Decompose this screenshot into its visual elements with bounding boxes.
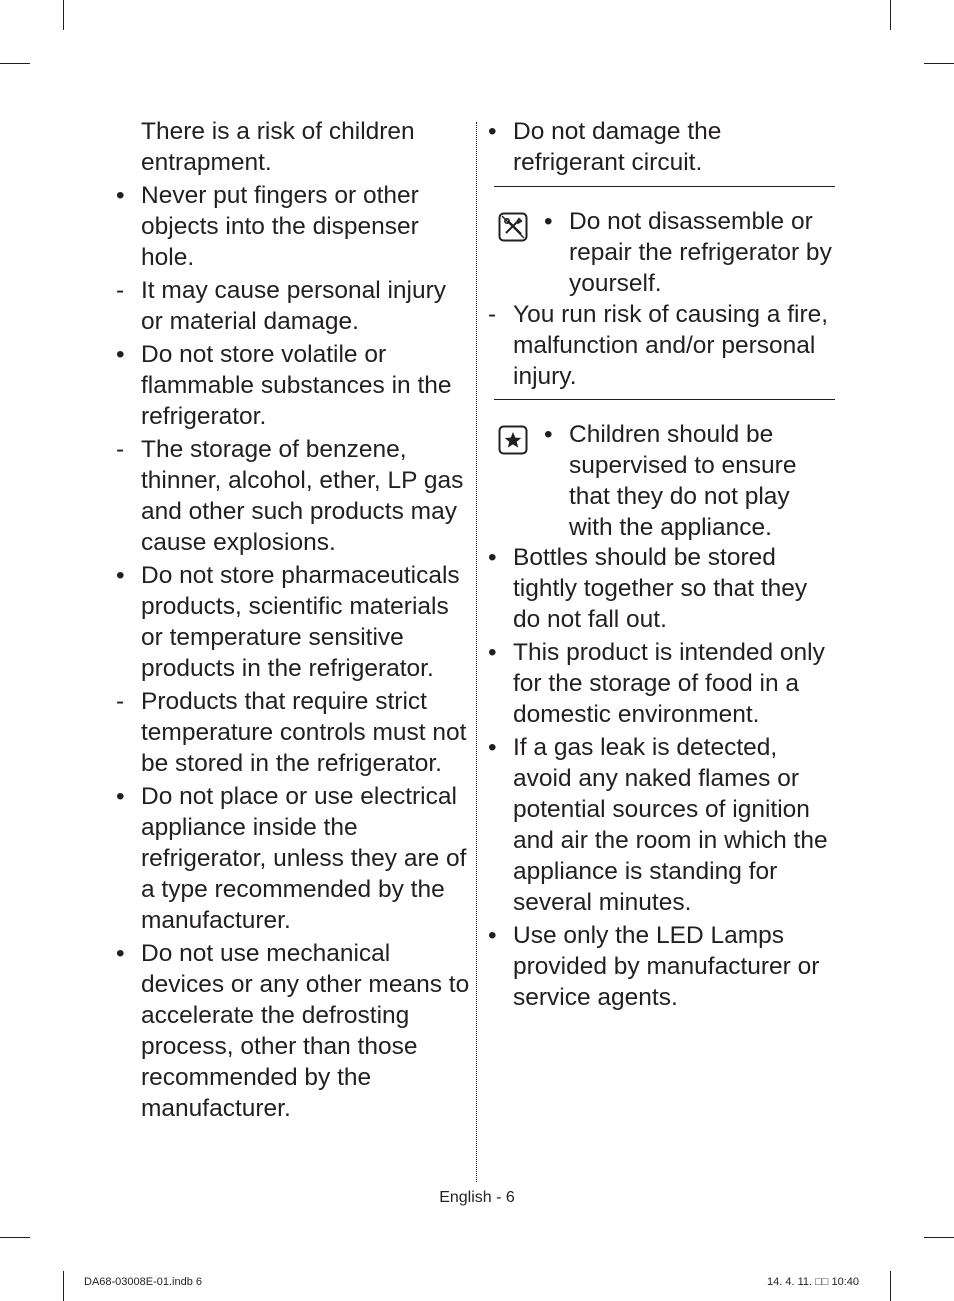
list-item-text: Never put fingers or other objects into the dispenser hole. [141,182,419,271]
crop-mark [63,0,64,30]
list-item-text: Do not damage the refrigerant circuit. [513,118,722,176]
list-item [116,938,472,1124]
list-item [116,339,472,432]
crop-mark [924,1237,954,1238]
crop-mark [890,0,891,30]
dash-marker: - [116,277,125,304]
dash-marker: - [116,688,125,715]
right-list [488,542,835,1015]
disassemble-note [488,299,835,394]
list-item [116,781,472,936]
list-item [488,116,835,178]
list-item-text: Bottles should be stored tightly together so that they do not fall out. [513,544,808,633]
bullet-marker: • [544,421,553,448]
section-divider [494,186,835,187]
column-divider [476,122,477,1182]
children-warning [544,419,835,545]
list-item [116,686,472,779]
section-divider [494,399,835,400]
bullet-marker: • [488,118,497,145]
list-item-text: This product is intended only for the storage of food in a domestic environment. [513,639,825,728]
list-item [116,560,472,684]
list-item [544,419,835,543]
crop-mark [0,1237,30,1238]
bullet-marker: • [116,182,125,209]
crop-mark [924,63,954,64]
list-item-text: It may cause personal injury or material damage. [141,277,447,335]
list-item-text: Children should be supervised to ensure that they do not play with the appliance. [569,421,797,541]
bullet-marker: • [488,639,497,666]
left-column [116,116,472,1126]
list-item [116,275,472,337]
list-item [116,180,472,273]
bullet-marker: • [116,783,125,810]
dash-marker: - [116,436,125,463]
date-slug: 14. 4. 11. □□ 10:40 [767,1276,859,1288]
dash-marker: - [488,301,497,328]
list-item [488,542,835,635]
crop-mark [0,63,30,64]
list-item-text: Do not store volatile or flammable substances in the refrigerator. [141,341,452,430]
bullet-marker: • [116,341,125,368]
list-item-text: Do not store pharmaceuticals products, scientific materials or temperature sensitive products in the refrigerator. [141,562,460,682]
list-item-text: You run risk of causing a fire, malfunction and/or personal injury. [513,301,829,390]
no-disassembly-icon [498,212,528,242]
list-item [544,206,835,299]
list-item [488,920,835,1013]
important-star-icon [498,425,528,455]
list-item-text: If a gas leak is detected, avoid any naked flames or potential sources of ignition and air the room in which the appliance is standing for several minutes. [513,734,828,916]
bullet-marker: • [544,208,553,235]
crop-mark [63,1271,64,1301]
list-item [488,299,835,392]
list-item-text: The storage of benzene, thinner, alcohol, ether, LP gas and other such products may cause explosions. [141,436,464,556]
file-slug: DA68-03008E-01.indb 6 [84,1276,203,1288]
list-item [488,637,835,730]
list-item [488,732,835,918]
list-item-text: Do not place or use electrical appliance inside the refrigerator, unless they are of a type recommended by the manufacturer. [141,783,467,934]
bullet-marker: • [488,922,497,949]
bullet-marker: • [116,562,125,589]
list-item-text: Products that require strict temperature controls must not be stored in the refrigerator. [141,688,467,777]
list-item-text: Do not use mechanical devices or any other means to accelerate the defrosting process, other than those recommended by the manufacturer. [141,940,470,1122]
list-item-text: Use only the LED Lamps provided by manufacturer or service agents. [513,922,820,1011]
list-item-text: Do not disassemble or repair the refrigerator by yourself. [569,208,832,297]
bullet-marker: • [488,734,497,761]
page-number: English - 6 [439,1189,515,1206]
bullet-marker: • [116,940,125,967]
crop-mark [890,1271,891,1301]
refrigerant-warning [488,116,835,180]
disassemble-warning [544,206,835,301]
intro-text-label: There is a risk of children entrapment. [141,118,415,176]
intro-text [116,116,472,178]
list-item [116,434,472,558]
bullet-marker: • [488,544,497,571]
